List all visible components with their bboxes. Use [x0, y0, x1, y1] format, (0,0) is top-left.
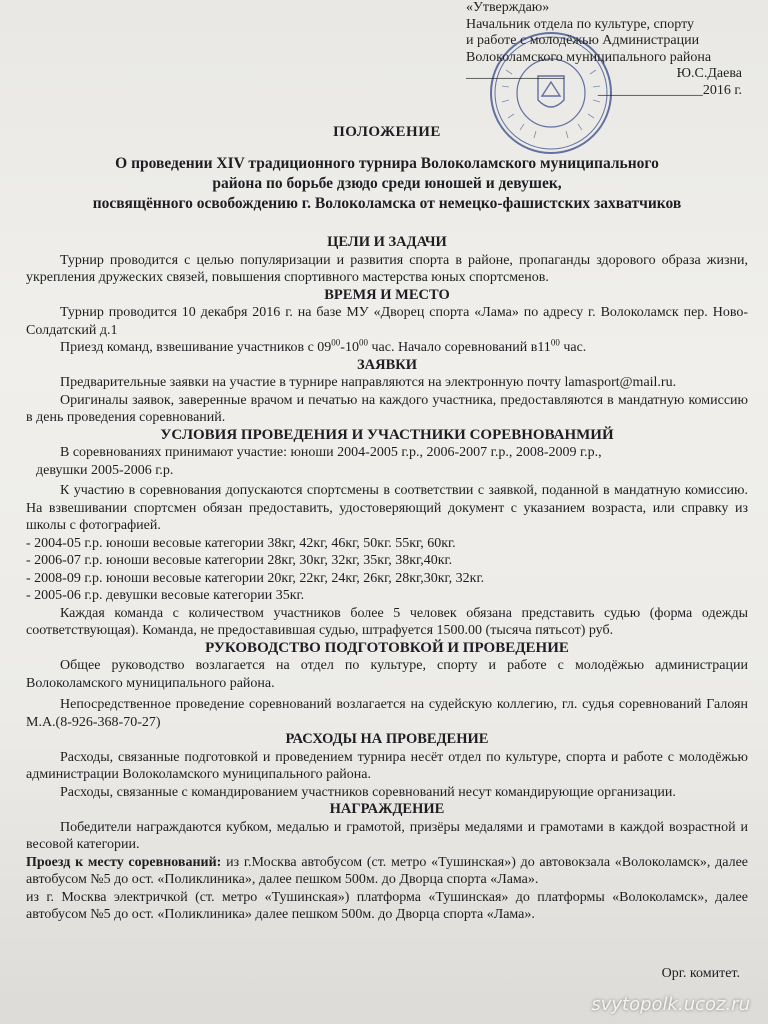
category-item: - 2004-05 г.р. юноши весовые категории 38кг, 42кг, 46кг, 50кг. 55кг, 60кг. — [26, 535, 456, 551]
category-item: - 2006-07 г.р. юноши весовые категории 28кг, 30кг, 32кг, 35кг, 38кг,40кг. — [26, 553, 453, 568]
management-text-1: Общее руководство возлагается на отдел по культуре, спорту и работе с молодёжью администрации Волоколамского муниципального района. — [26, 658, 748, 691]
directions-route-2: из г. Москва электричкой (ст. метро «Тушинская») платформа «Тушинская» до платформы «Волоколамск», далее автобусом №5 до ост. «Поликлиника» далее пешком 500м. до Дворца спорта «Лама». — [26, 889, 748, 922]
organizing-committee-signature: Орг. комитет. — [661, 966, 740, 981]
referee-text: Каждая команда с количеством участников более 5 человек обязана представить судью (форма одежды соответствующая). Команда, не предоставившая судью, штрафуется 1500.00 (тысяча пятьсот) руб. — [26, 605, 748, 638]
category-item: - 2008-09 г.р. юноши весовые категории 20кг, 22кг, 24кг, 26кг, 28кг,30кг, 32кг. — [26, 570, 485, 586]
approval-signer: Ю.С.Даева — [676, 66, 742, 81]
title-line-3: посвящённого освобождению г. Волоколамска от немецко-фашистских захватчиков — [92, 195, 682, 212]
admission-text: К участию в соревнования допускаются спортсмены в соответствии с заявкой, поданной в мандатную комиссию. На взвешивании спортсмен обязан предоставить, удостоверяющий документ с указанием возраста, или справку из школы с фотографией. — [26, 483, 748, 533]
time-place-text: Турнир проводится 10 декабря 2016 г. на базе МУ «Дворец спорта «Лама» по адресу г. Волоколамск пер. Ново-Солдатский д.1 — [26, 305, 748, 338]
directions-route-1: Проезд к месту соревнований: из г.Москва автобусом (ст. метро «Тушинская») до автовокзала «Волоколамск», далее автобусом №5 до ост. «Поликлиника», далее пешком 500м. до Дворца спорта «Лама». — [26, 854, 748, 887]
applications-heading: ЗАЯВКИ — [356, 356, 418, 373]
approval-position-line1: Начальник отдела по культуре, спорту — [466, 16, 695, 32]
time-place-heading: ВРЕМЯ И МЕСТО — [324, 286, 450, 303]
document-type-title: ПОЛОЖЕНИЕ — [333, 124, 441, 140]
approval-date: _______________2016 г. — [597, 82, 742, 98]
goals-heading: ЦЕЛИ И ЗАДАЧИ — [327, 234, 447, 250]
participants-line-1: В соревнованиях принимают участие: юноши 2004-2005 г.р., 2006-2007 г.р., 2008-2009 г.р., — [60, 445, 602, 460]
site-watermark: svytopolk.ucoz.ru — [591, 994, 750, 1015]
goals-text: Турнир проводится с целью популяризации и развития спорта в районе, пропаганды здорового образа жизни, укрепления дружеских связей, повышения спортивного мастерства юных спортсменов. — [26, 252, 748, 285]
expenses-text-2: Расходы, связанные с командированием участников соревнований несут командирующие организации. — [60, 784, 676, 800]
title-line-1: О проведении XIV традиционного турнира Волоколамского муниципального — [115, 155, 659, 172]
management-text-2: Непосредственное проведение соревнований возлагается на судейскую коллегию, гл. судья соревнований Галоян М.А.(8-926-368-70-27) — [26, 697, 748, 730]
approval-heading: «Утверждаю» — [466, 0, 550, 15]
approval-position-line2: и работе с молодёжью Администрации — [466, 33, 700, 48]
approval-block — [466, 0, 756, 99]
arrival-schedule: Приезд команд, взвешивание участников с $09^{00}-10^{00}$ час. Начало соревнований $в11^{00}$ час. — [60, 337, 587, 355]
approval-signature-row — [466, 66, 742, 83]
category-item: - 2005-06 г.р. девушки весовые категории 35кг. — [26, 588, 305, 603]
awards-heading: НАГРАЖДЕНИЕ — [329, 801, 445, 817]
conditions-heading: УСЛОВИЯ ПРОВЕДЕНИЯ И УЧАСТНИКИ СОРЕВНОВАНМИЙ — [160, 426, 614, 443]
awards-text: Победители награждаются кубком, медалью и грамотой, призёры медалями и грамотами в каждой возрастной и весовой категории. — [26, 819, 748, 852]
applications-text-2: Оригиналы заявок, заверенные врачом и печатью на каждого участника, предоставляются в мандатную комиссию в день проведения соревнований. — [26, 392, 748, 425]
document-body — [26, 234, 748, 924]
signature-line: ______________ — [466, 66, 564, 81]
applications-text-1: Предварительные заявки на участие в турнире направляются на электронную почту lamasport@mail.ru. — [60, 375, 677, 390]
title-line-2: района по борьбе дзюдо среди юношей и девушек, — [212, 175, 562, 192]
participants-line-2: девушки 2005-2006 г.р. — [36, 462, 174, 478]
directions-label: Проезд к месту соревнований: — [26, 854, 222, 870]
management-heading: РУКОВОДСТВО ПОДГОТОВКОЙ И ПРОВЕДЕНИЕ — [205, 639, 569, 656]
expenses-heading: РАСХОДЫ НА ПРОВЕДЕНИЕ — [285, 731, 489, 747]
expenses-text-1: Расходы, связанные подготовкой и проведением турнира несёт отдел по культуре, спорта и работе с молодёжью администрации Волоколамского муниципального района. — [26, 749, 748, 782]
document-subject-title — [26, 154, 748, 214]
approval-position-line3: Волоколамского муниципального района — [466, 49, 712, 65]
